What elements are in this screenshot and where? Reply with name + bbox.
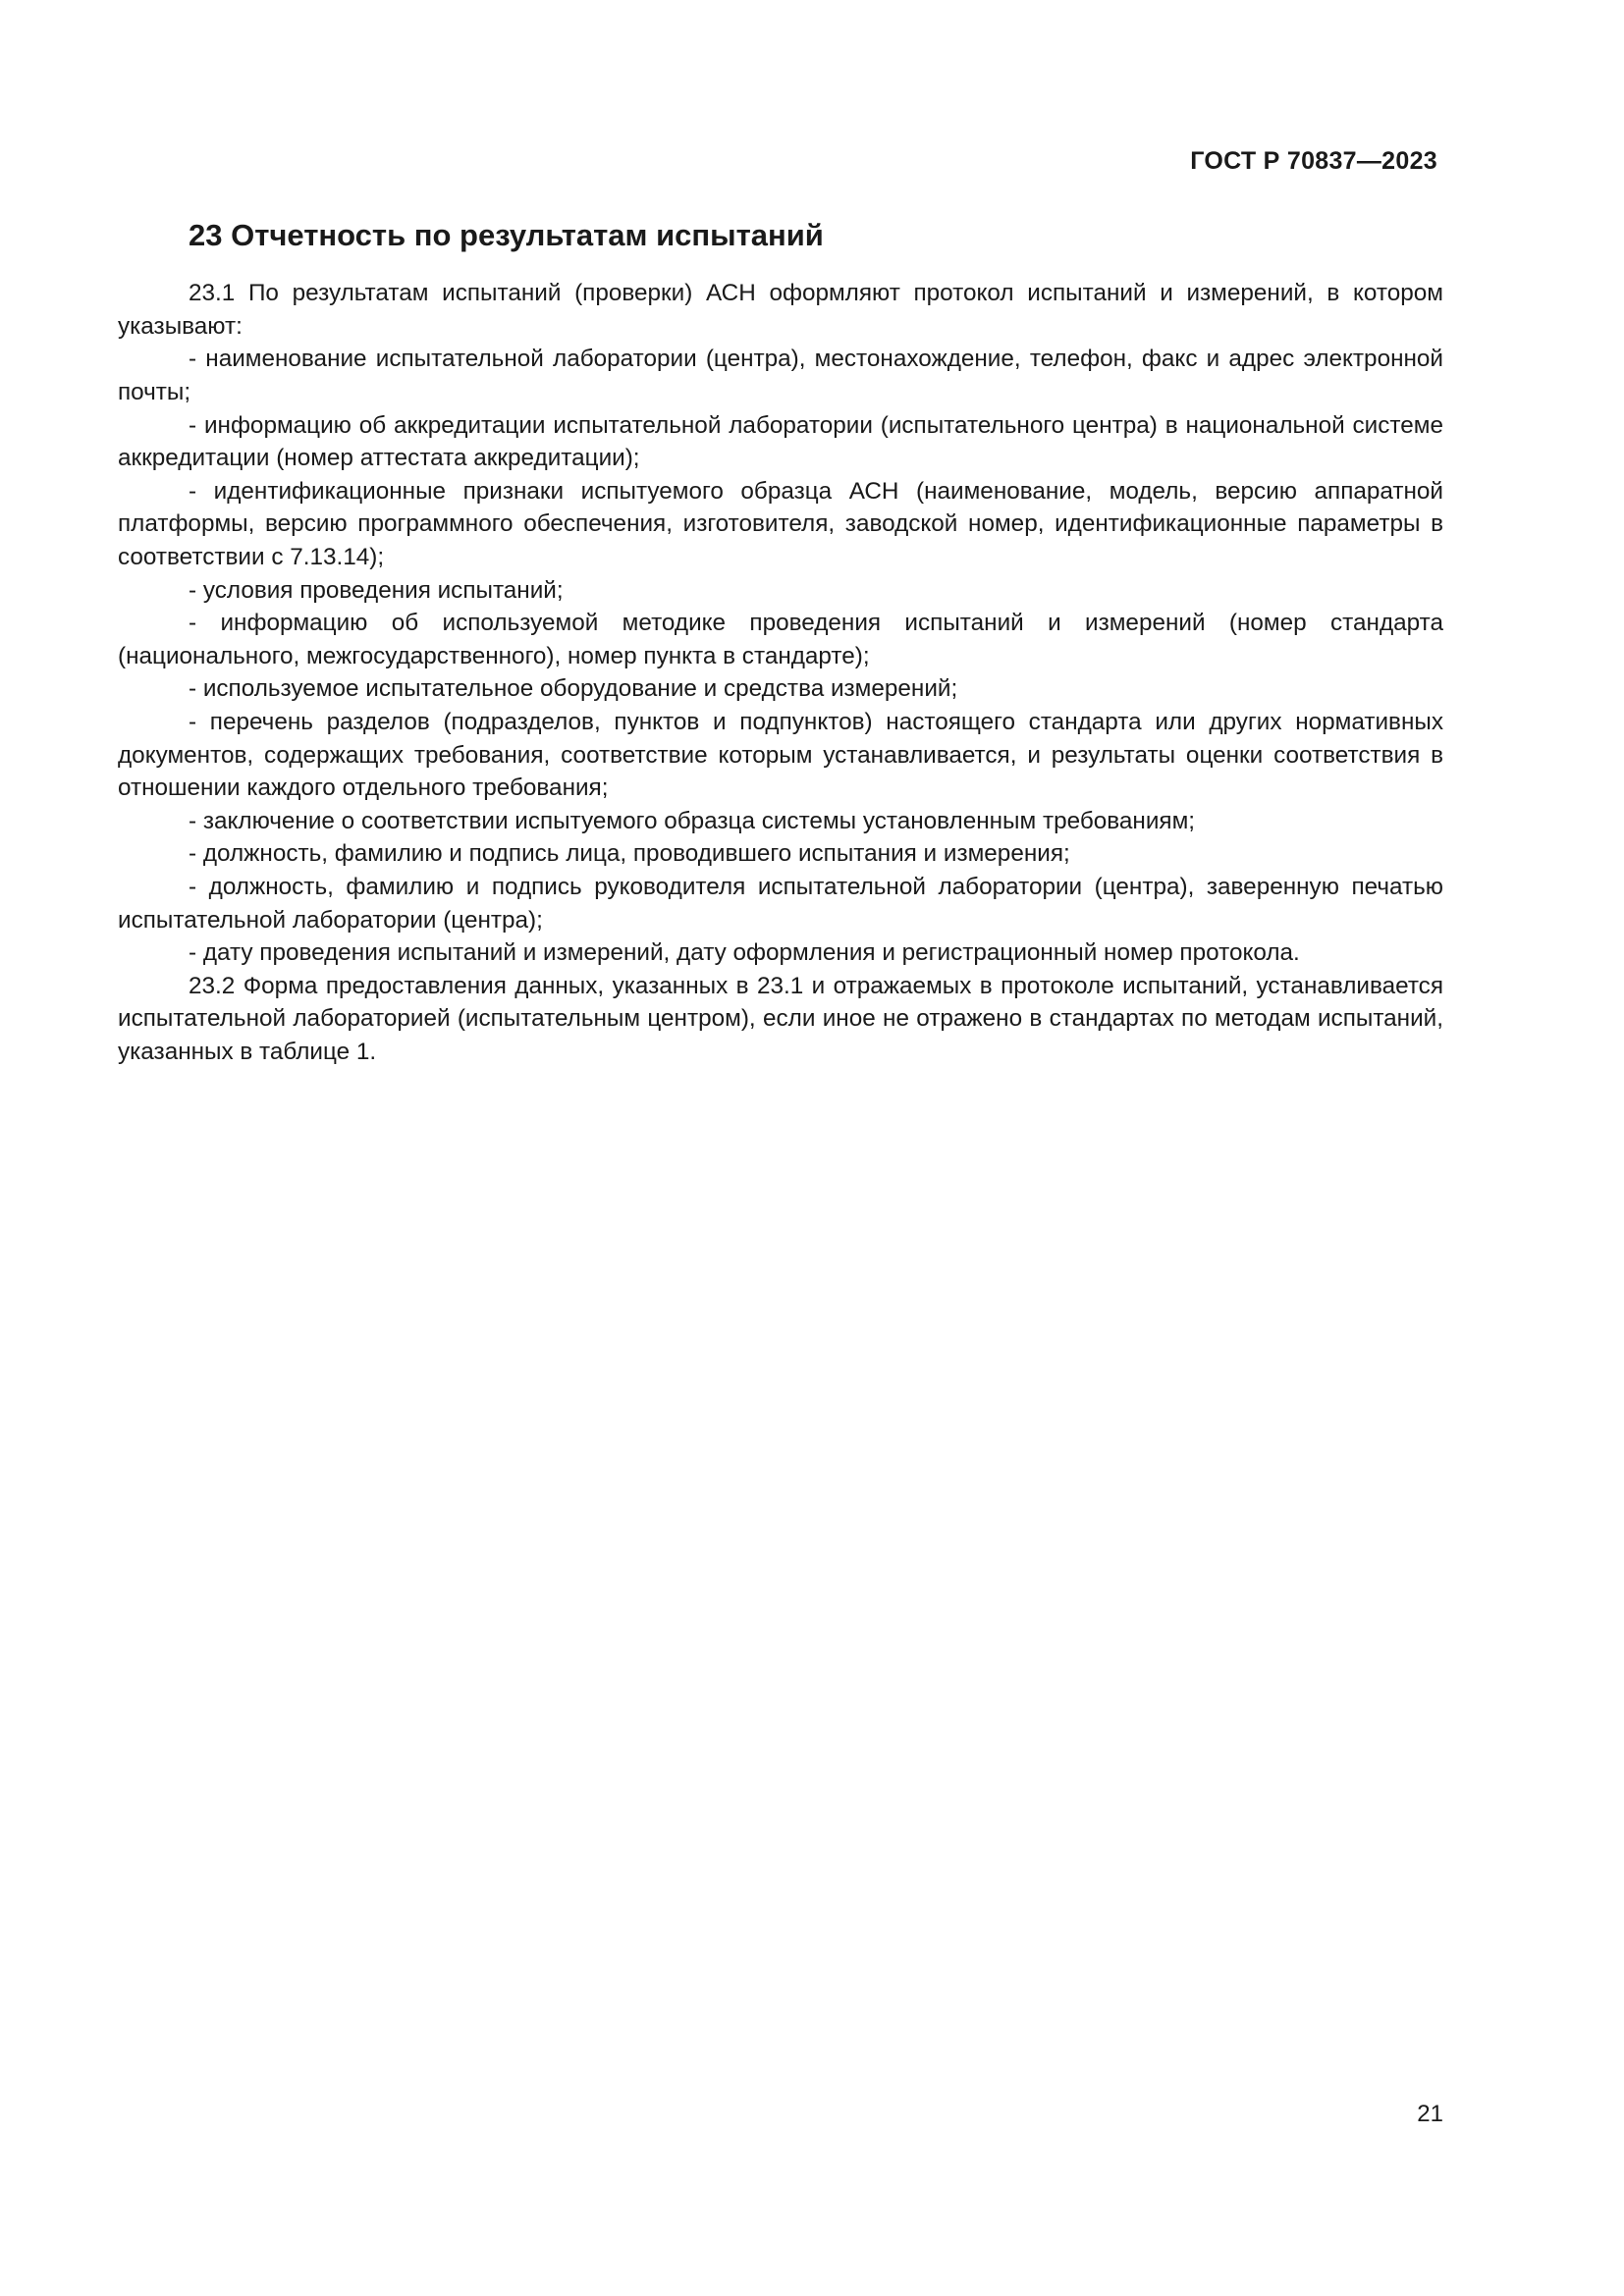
- clause-23-1-intro: 23.1 По результатам испытаний (проверки) АСН оформляют протокол испытаний и измерений, в котором указывают:: [118, 280, 1443, 340]
- list-item: - дату проведения испытаний и измерений, дату оформления и регистрационный номер протокола.: [189, 939, 1300, 967]
- list-item: - должность, фамилию и подпись лица, проводившего испытания и измерения;: [189, 840, 1070, 868]
- list-item: - идентификационные признаки испытуемого образца АСН (наименование, модель, версию аппаратной платформы, версию программного обеспечения, изготовителя, заводской номер, идентификационные параметры в соответствии с 7.13.14);: [118, 477, 1443, 571]
- list-item: - заключение о соответствии испытуемого образца системы установленным требованиям;: [189, 807, 1196, 834]
- list-item: - условия проведения испытаний;: [189, 576, 564, 604]
- standard-designation: ГОСТ Р 70837—2023: [1190, 147, 1437, 175]
- list-item: - наименование испытательной лаборатории (центра), местонахождение, телефон, факс и адрес электронной почты;: [118, 346, 1443, 406]
- clause-23-2: 23.2 Форма предоставления данных, указанных в 23.1 и отражаемых в протоколе испытаний, устанавливается испытательной лабораторией (испытательным центром), если иное не отражено в стандартах по методам испытаний, указанных в таблице 1.: [118, 972, 1443, 1065]
- list-item: - перечень разделов (подразделов, пунктов и подпунктов) настоящего стандарта или других нормативных документов, содержащих требования, соответствие которым устанавливается, и результаты оценки соответствия в отношении каждого отдельного требования;: [118, 709, 1443, 802]
- page-number: 21: [1417, 2101, 1443, 2127]
- list-item: - информацию об используемой методике проведения испытаний и измерений (номер стандарта (национального, межгосударственного), номер пункта в стандарте);: [118, 610, 1443, 669]
- report-contents-list: [118, 343, 1443, 969]
- list-item: - информацию об аккредитации испытательной лаборатории (испытательного центра) в национальной системе аккредитации (номер аттестата аккредитации);: [118, 411, 1443, 472]
- section-title: 23 Отчетность по результатам испытаний: [189, 218, 824, 252]
- list-item: - должность, фамилию и подпись руководителя испытательной лаборатории (центра), заверенную печатью испытательной лаборатории (центра);: [118, 873, 1443, 934]
- page-content: [118, 216, 1443, 1069]
- list-item: - используемое испытательное оборудование и средства измерений;: [189, 675, 958, 703]
